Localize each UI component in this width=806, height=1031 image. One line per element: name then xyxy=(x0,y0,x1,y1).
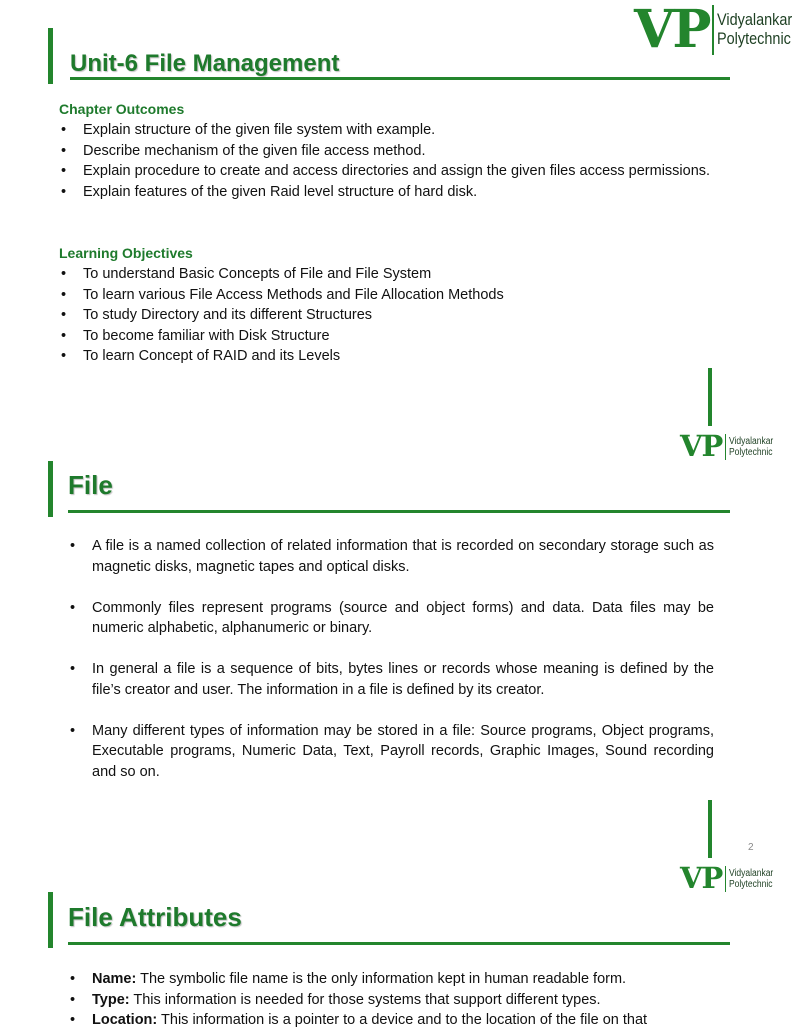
attribute-text: The symbolic file name is the only information kept in human readable form. xyxy=(136,971,627,987)
list-item: • Explain procedure to create and access directories and assign the given files access permissions. xyxy=(59,161,716,182)
list-item: • Many different types of information may be stored in a file: Source programs, Object programs, Executable programs, Numeric Data, Text, Payroll records, Graphic Images, Sound recording and so on. xyxy=(68,721,714,783)
list-item: • Explain features of the given Raid level structure of hard disk. xyxy=(59,182,716,203)
logo-separator xyxy=(725,434,726,460)
file-attributes-list xyxy=(68,969,728,1031)
slide-title-file: File xyxy=(68,470,113,500)
title-accent-bar xyxy=(48,892,53,948)
logo-line2: Polytechnic xyxy=(729,446,773,458)
attribute-text: This information is needed for those systems that support different types. xyxy=(129,991,601,1008)
list-item: • Commonly files represent programs (source and object forms) and data. Data files may be numeric alphabetic, alphanumeric or binary. xyxy=(68,598,714,639)
logo-text xyxy=(729,868,773,890)
list-item: • To learn Concept of RAID and its Levels xyxy=(59,346,716,367)
list-item: • Explain structure of the given file system with example. xyxy=(59,120,716,141)
attribute-term: Location: xyxy=(92,1012,158,1028)
list-item: • To study Directory and its different Structures xyxy=(59,305,716,326)
title-underline xyxy=(68,942,730,945)
list-item: • To understand Basic Concepts of File and File System xyxy=(59,264,716,285)
chapter-outcomes-heading: Chapter Outcomes xyxy=(59,101,185,117)
logo-line2: Polytechnic xyxy=(729,878,773,890)
attribute-term: Name: xyxy=(92,971,137,987)
list-item: • Describe mechanism of the given file access method. xyxy=(59,141,716,162)
learning-objectives-list xyxy=(59,264,716,367)
page-number: 2 xyxy=(748,842,754,853)
attribute-term: Type: xyxy=(92,991,130,1008)
logo-vp-mark: VP xyxy=(634,0,710,60)
title-accent-bar xyxy=(48,461,53,517)
list-item: • A file is a named collection of related information that is recorded on secondary storage such as magnetic disks, magnetic tapes and optical disks. xyxy=(68,536,714,577)
logo-line2: Polytechnic xyxy=(717,29,792,48)
logo-vp-mark: VP xyxy=(680,861,723,895)
footer-logo xyxy=(680,861,781,895)
list-item xyxy=(68,990,728,1011)
logo-line1: Vidyalankar xyxy=(729,435,774,447)
chapter-outcomes-list xyxy=(59,120,716,202)
logo-vp-mark: VP xyxy=(680,429,723,463)
title-accent-bar xyxy=(48,28,53,84)
list-item: • To learn various File Access Methods and File Allocation Methods xyxy=(59,285,716,306)
footer-logo xyxy=(680,429,781,463)
learning-objectives-heading: Learning Objectives xyxy=(59,245,193,261)
logo-line1: Vidyalankar xyxy=(717,10,793,30)
title-underline xyxy=(68,510,730,513)
vidyalankar-logo xyxy=(634,0,806,60)
list-item xyxy=(68,1010,728,1031)
list-item: • To become familiar with Disk Structure xyxy=(59,326,716,347)
logo-separator xyxy=(725,866,726,892)
footer-accent-bar xyxy=(708,800,712,858)
title-underline xyxy=(70,77,730,80)
logo-line1: Vidyalankar xyxy=(729,867,774,879)
logo-text xyxy=(729,436,773,458)
page-title: Unit-6 File Management xyxy=(70,50,340,77)
footer-accent-bar xyxy=(708,368,712,426)
slide-title-file-attributes: File Attributes xyxy=(68,902,242,932)
list-item xyxy=(68,969,728,990)
list-item: • In general a file is a sequence of bits, bytes lines or records whose meaning is defined by the file’s creator and user. The information in a file is defined by its creator. xyxy=(68,659,714,700)
logo-separator xyxy=(712,5,714,55)
attribute-text: This information is a pointer to a device and to the location of the file on that xyxy=(157,1012,648,1028)
file-bullets xyxy=(68,536,714,803)
logo-text xyxy=(717,11,792,48)
